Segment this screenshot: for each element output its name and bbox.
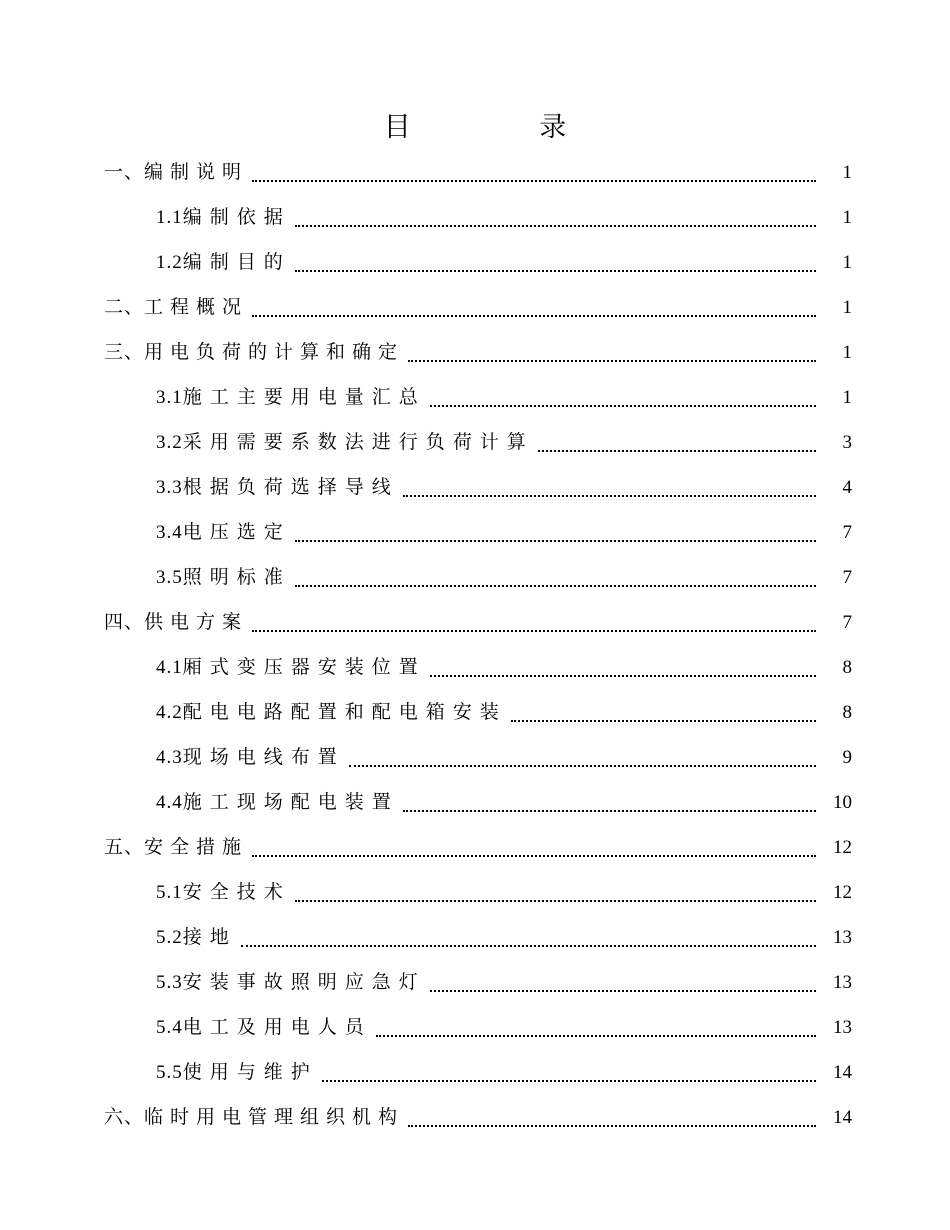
toc-entry[interactable] [104, 600, 852, 645]
toc-entry-page: 1 [842, 162, 852, 183]
toc-entry-title: 接地 [182, 926, 237, 948]
toc-entry-number: 5.2 [156, 927, 183, 948]
toc-entry[interactable] [104, 330, 852, 375]
toc-entry-number: 3.5 [156, 567, 183, 588]
toc-entry[interactable] [156, 240, 852, 285]
toc-entry[interactable] [156, 420, 852, 465]
toc-entry-number: 4.3 [156, 747, 183, 768]
toc-entry-number: 3.2 [156, 432, 183, 453]
toc-entry[interactable] [156, 510, 852, 555]
toc-entry-number: 六、 [104, 1107, 145, 1128]
toc-entry[interactable] [104, 1095, 852, 1140]
dot-leader [430, 990, 816, 992]
toc-entry-number: 四、 [104, 612, 145, 633]
toc-entry-page: 8 [842, 702, 852, 723]
toc-entry[interactable] [104, 285, 852, 330]
toc-entry-title: 施工主要用电量汇总 [182, 386, 426, 408]
toc-entry-number: 4.2 [156, 702, 183, 723]
toc-entry-title: 电压选定 [182, 521, 291, 543]
page-title: 目 录 [383, 112, 627, 143]
toc-entry-title: 工程概况 [144, 296, 249, 318]
toc-entry[interactable] [156, 870, 852, 915]
dot-leader [430, 675, 816, 677]
toc-entry[interactable] [156, 465, 852, 510]
toc-entry-title: 配电电路配置和配电箱安装 [182, 701, 507, 723]
toc-entry[interactable] [156, 735, 852, 780]
toc-entry[interactable] [104, 150, 852, 195]
toc-entry[interactable] [156, 645, 852, 690]
toc-entry[interactable] [156, 195, 852, 240]
toc-entry-page: 8 [842, 657, 852, 678]
dot-leader [349, 765, 816, 767]
toc-entry-title: 使用与维护 [182, 1061, 318, 1083]
dot-leader [252, 630, 816, 632]
toc-entry-number: 一、 [104, 162, 145, 183]
toc-entry-number: 3.1 [156, 387, 183, 408]
toc-entry-page: 7 [842, 612, 852, 633]
toc-entry-number: 1.1 [156, 207, 183, 228]
dot-leader [295, 540, 816, 542]
toc-entry-page: 9 [842, 747, 852, 768]
dot-leader [252, 315, 816, 317]
dot-leader [322, 1080, 816, 1082]
toc-entry-number: 5.3 [156, 972, 183, 993]
toc-entry-number: 五、 [104, 837, 145, 858]
toc-entry-title: 临时用电管理组织机构 [144, 1106, 405, 1128]
toc-entry-title: 施工现场配电装置 [182, 791, 399, 813]
toc-entry-title: 安装事故照明应急灯 [182, 971, 426, 993]
toc-entry-page: 4 [842, 477, 852, 498]
dot-leader [376, 1035, 816, 1037]
toc-entry-page: 12 [833, 882, 852, 903]
toc-entry-page: 13 [833, 1017, 852, 1038]
toc-entry-title: 现场电线布置 [182, 746, 345, 768]
toc-entry[interactable] [156, 690, 852, 735]
toc-entry-title: 安全措施 [144, 836, 249, 858]
dot-leader [408, 1125, 816, 1127]
dot-leader [295, 900, 816, 902]
toc-entry-number: 5.5 [156, 1062, 183, 1083]
dot-leader [511, 720, 816, 722]
toc-entry[interactable] [156, 915, 852, 960]
toc-entry[interactable] [156, 1005, 852, 1050]
toc-entry-title: 根据负荷选择导线 [182, 476, 399, 498]
toc-entry-page: 13 [833, 927, 852, 948]
dot-leader [403, 810, 816, 812]
toc-entry-page: 14 [833, 1107, 852, 1128]
toc-entry-number: 1.2 [156, 252, 183, 273]
toc-entry[interactable] [156, 555, 852, 600]
toc-entry-page: 1 [842, 342, 852, 363]
dot-leader [295, 270, 816, 272]
toc-entry-title: 供电方案 [144, 611, 249, 633]
toc-entry-number: 5.1 [156, 882, 183, 903]
dot-leader [295, 585, 816, 587]
toc-entry-title: 照明标准 [182, 566, 291, 588]
toc-entry-title: 安全技术 [182, 881, 291, 903]
toc-entry-page: 12 [833, 837, 852, 858]
toc-entry-number: 三、 [104, 342, 145, 363]
toc-entry-page: 1 [842, 207, 852, 228]
toc-entry-number: 3.3 [156, 477, 183, 498]
toc-entry-page: 10 [833, 792, 852, 813]
toc-entry-title: 电工及用电人员 [182, 1016, 372, 1038]
toc-entry[interactable] [156, 780, 852, 825]
toc-entry-page: 7 [842, 522, 852, 543]
toc-entry-number: 4.4 [156, 792, 183, 813]
toc-entry-title: 编制目的 [182, 251, 291, 273]
toc-entry[interactable] [104, 825, 852, 870]
toc-entry-page: 3 [842, 432, 852, 453]
dot-leader [241, 945, 816, 947]
toc-entry-title: 编制说明 [144, 161, 249, 183]
toc-entry[interactable] [156, 960, 852, 1005]
toc-entry-page: 14 [833, 1062, 852, 1083]
toc-entry-number: 3.4 [156, 522, 183, 543]
toc-entry-title: 采用需要系数法进行负荷计算 [182, 431, 534, 453]
toc-entry-page: 1 [842, 297, 852, 318]
toc-entry[interactable] [156, 1050, 852, 1095]
dot-leader [252, 180, 816, 182]
dot-leader [252, 855, 816, 857]
dot-leader [408, 360, 816, 362]
toc-entry-page: 7 [842, 567, 852, 588]
dot-leader [538, 450, 816, 452]
toc-entry-page: 1 [842, 252, 852, 273]
toc-entry-title: 编制依据 [182, 206, 291, 228]
toc-entry-title: 厢式变压器安装位置 [182, 656, 426, 678]
dot-leader [295, 225, 816, 227]
toc-entry-number: 5.4 [156, 1017, 183, 1038]
dot-leader [403, 495, 816, 497]
toc-entry-page: 1 [842, 387, 852, 408]
dot-leader [430, 405, 816, 407]
toc-entry-title: 用电负荷的计算和确定 [144, 341, 405, 363]
toc-entry-number: 4.1 [156, 657, 183, 678]
toc-entry[interactable] [156, 375, 852, 420]
toc-entry-number: 二、 [104, 297, 145, 318]
toc-entry-page: 13 [833, 972, 852, 993]
